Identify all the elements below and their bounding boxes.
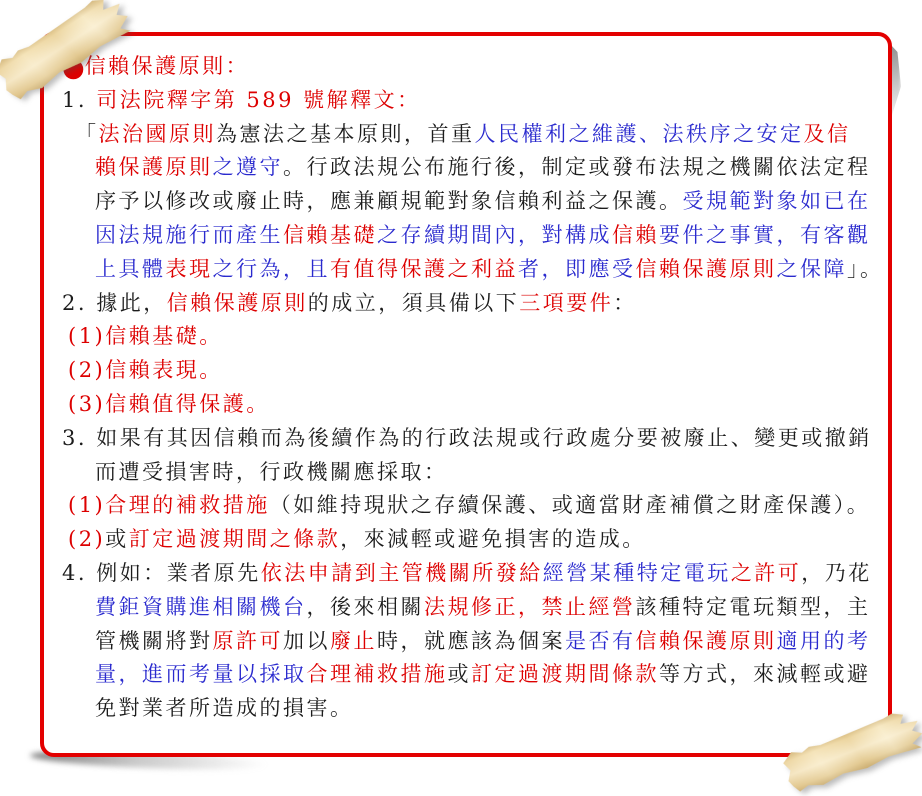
text-segment: 有值得保護之利益	[330, 256, 518, 281]
text-segment: (2)信賴表現。	[68, 358, 223, 383]
text-segment: 之許可	[730, 560, 802, 585]
text-segment: 或	[447, 662, 471, 687]
text-line-4	[95, 151, 884, 185]
text-segment: 訂定過渡期間之條款	[128, 527, 341, 552]
text-segment: 之遵守	[212, 155, 283, 180]
text-segment: 信賴	[612, 222, 659, 247]
text-segment: 3. 如果有其因信賴而為後續作為的行政法規或行政處分要被廢止、變更或撤銷	[62, 425, 872, 450]
text-line-12	[62, 422, 884, 456]
text-segment: ，來減輕或避免損害的造成。	[340, 527, 646, 552]
text-segment: 上具體	[95, 256, 166, 281]
text-segment: 為憲法之基本原則，首重	[216, 121, 475, 146]
text-segment: 費鉅資購進相關機台	[95, 594, 307, 619]
text-segment: 加以	[283, 628, 330, 653]
text-line-13	[95, 456, 884, 490]
text-segment: 1.	[62, 87, 97, 112]
text-segment: (3)信賴值得保護。	[68, 391, 270, 416]
text-segment: 表現	[165, 256, 213, 281]
text-segment: 賴保護原則	[95, 155, 213, 180]
text-segment: 人民權利之維護、法秩序之安定	[474, 121, 804, 146]
text-line-11	[68, 388, 884, 422]
text-segment: 序予以修改或廢止時，應兼顧規範對象信賴利益之保護。	[95, 189, 683, 214]
text-line-2	[62, 84, 884, 118]
text-segment: ：	[613, 290, 637, 315]
bullet-icon: ●	[62, 53, 85, 83]
text-line-1	[62, 50, 884, 84]
text-segment: 廢止	[330, 628, 377, 653]
text-line-10	[68, 354, 884, 388]
text-segment: 。行政法規公布施行後，制定或發布法規之機關依法定程	[283, 155, 871, 180]
text-segment: 該種特定電玩類型，主	[635, 594, 871, 619]
text-segment: 法規修正，禁止經營	[424, 594, 636, 619]
text-line-15	[68, 523, 884, 557]
text-line-14	[68, 489, 884, 523]
text-segment: 合理補救措施	[306, 662, 448, 687]
text-segment: 或	[105, 527, 129, 552]
text-segment: 經營某種特定電玩	[542, 560, 731, 585]
text-segment: 信賴保護原則	[635, 256, 777, 281]
text-segment: ，後來相關	[306, 594, 424, 619]
text-segment: 時，就應該為個案	[377, 628, 565, 653]
text-segment: 之存續期間內，對構成	[377, 222, 612, 247]
text-segment: （如維持現狀之存續保護、或適當財產補償之財產保護）。	[269, 493, 871, 518]
text-segment: 的成立，須具備以下	[307, 290, 520, 315]
text-segment: 信賴保護原則：	[84, 54, 250, 78]
text-segment: 「	[75, 121, 99, 146]
text-segment: 訂定過渡期間條款	[471, 662, 659, 687]
text-segment: (1)信賴基礎。	[68, 324, 223, 349]
text-line-20	[95, 692, 884, 726]
text-segment: 受規範對象如已在	[682, 189, 871, 214]
text-segment: 要件之事實，有客觀	[659, 222, 871, 247]
text-segment: 量，進而考量以採取	[95, 662, 307, 687]
text-line-19	[95, 658, 884, 692]
text-segment: 管機關將對	[95, 628, 213, 653]
text-line-5	[95, 185, 884, 219]
text-segment: 2. 據此，	[62, 290, 167, 315]
text-segment: 信賴保護原則	[635, 628, 777, 653]
text-line-9	[68, 320, 884, 354]
text-segment: 」。	[847, 256, 884, 281]
text-segment: 因法規施行而產生	[95, 222, 283, 247]
text-segment: (1)合理的補救措施	[68, 493, 270, 518]
text-area	[62, 50, 884, 726]
text-segment: 4. 例如：業者原先	[62, 560, 261, 585]
text-segment: 法治國原則	[98, 121, 216, 146]
text-line-18	[95, 625, 884, 659]
text-segment: 司法院釋字第 589 號解釋文：	[96, 87, 421, 112]
text-line-6	[95, 219, 884, 253]
text-segment: ，乃花	[801, 560, 872, 585]
text-line-8	[62, 287, 884, 321]
text-segment: 之保障	[776, 256, 847, 281]
text-segment: 者，即應受	[518, 256, 636, 281]
text-line-16	[62, 557, 884, 591]
text-segment: 信賴基礎	[283, 222, 377, 247]
text-segment: 免對業者所造成的損害。	[95, 696, 354, 721]
text-segment: 是否有	[565, 628, 636, 653]
text-segment: 適用的考	[776, 628, 871, 653]
text-segment: 等方式，來減輕或避	[659, 662, 871, 687]
text-segment: 原許可	[212, 628, 283, 653]
text-segment: 依法申請到主管機關所發給	[260, 560, 543, 585]
text-segment: (2)	[68, 527, 106, 552]
text-segment: 三項要件	[519, 290, 614, 315]
text-line-7	[95, 253, 884, 287]
text-segment: 之行為，且	[212, 256, 330, 281]
text-segment: 信賴保護原則	[166, 290, 308, 315]
text-segment: 而遭受損害時，行政機關應採取：	[95, 459, 448, 484]
text-line-17	[95, 591, 884, 625]
text-line-3	[75, 118, 884, 152]
text-segment: 及信	[803, 121, 851, 146]
